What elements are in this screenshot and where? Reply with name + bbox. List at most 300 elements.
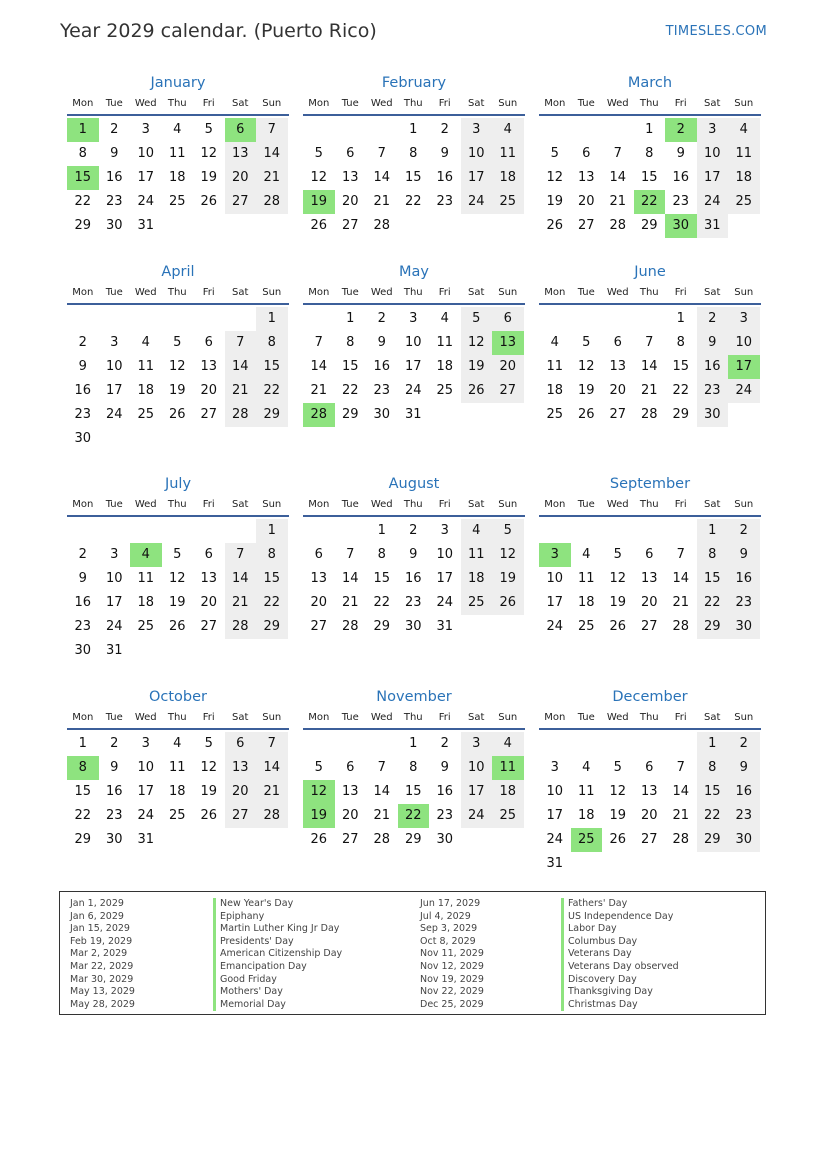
day-grid [67,307,289,451]
day-cell: 14 [310,359,328,374]
day-cell: 16 [436,784,454,799]
day-cell: 27 [310,619,328,634]
weekday-label: Sat [232,98,249,109]
day-cell: 30 [74,431,92,446]
day-cell: 10 [436,547,454,562]
day-cell: 31 [105,643,123,658]
day-cell: 18 [436,359,454,374]
day-cell: 23 [728,591,760,615]
day-grid [67,519,289,663]
day-cell: 28 [256,190,288,214]
day-cell: 2 [409,523,418,538]
day-cell: 29 [74,218,92,233]
day-cell: 14 [225,355,257,379]
day-cell: 18 [492,780,524,804]
weekday-label: Mon [308,499,330,510]
holiday-day-cell: 30 [665,214,697,238]
weekday-label: Sat [232,499,249,510]
weekday-label: Tue [341,98,359,109]
legend-entry: Labor Day [568,923,617,935]
legend-dates-col1 [70,898,135,1011]
weekday-label: Wed [134,499,157,510]
weekday-header [539,94,761,116]
day-cell: 16 [728,780,760,804]
holiday-day-cell: 2 [665,118,697,142]
day-cell: 5 [461,307,493,331]
weekday-label: Tue [105,499,123,510]
empty-cell [303,519,335,543]
day-cell: 1 [697,732,729,756]
day-grid [67,118,289,238]
day-cell: 17 [137,784,155,799]
day-cell: 8 [409,146,418,161]
day-cell: 24 [728,379,760,403]
day-cell: 22 [74,808,92,823]
day-cell: 21 [256,166,288,190]
day-cell: 19 [168,595,186,610]
day-cell: 1 [256,519,288,543]
holiday-day-cell: 19 [303,190,335,214]
day-cell: 24 [461,190,493,214]
day-cell: 23 [74,619,92,634]
day-cell: 2 [377,311,386,326]
weekday-label: Fri [674,499,687,510]
day-cell: 14 [256,756,288,780]
empty-cell [665,519,697,543]
weekday-label: Mon [72,712,94,723]
day-cell: 4 [173,122,182,137]
day-cell: 9 [676,146,685,161]
day-cell: 26 [546,218,564,233]
day-cell: 21 [225,379,257,403]
day-cell: 29 [74,832,92,847]
weekday-label: Sat [232,712,249,723]
day-cell: 9 [440,760,449,775]
day-cell: 31 [137,218,155,233]
day-cell: 27 [200,619,218,634]
day-cell: 10 [137,146,155,161]
day-cell: 29 [672,407,690,422]
weekday-label: Tue [577,287,595,298]
weekday-label: Sat [468,287,485,298]
day-cell: 7 [613,146,622,161]
day-cell: 4 [461,519,493,543]
weekday-header [67,283,289,305]
day-cell: 28 [609,218,627,233]
weekday-label: Sat [468,499,485,510]
legend-entry: Jun 17, 2029 [420,898,481,909]
month-name: November [376,689,452,705]
weekday-label: Wed [370,287,393,298]
empty-cell [634,519,666,543]
day-cell: 26 [310,218,328,233]
day-cell: 2 [440,122,449,137]
day-cell: 20 [341,808,359,823]
weekday-label: Wed [606,287,629,298]
day-cell: 14 [373,784,391,799]
empty-cell [303,732,335,756]
weekday-label: Mon [308,98,330,109]
empty-cell [99,307,131,331]
empty-cell [539,118,571,142]
holiday-day-cell: 25 [571,828,603,852]
day-cell: 29 [256,615,288,639]
legend-entry: Feb 19, 2029 [70,935,133,947]
day-cell: 11 [436,335,454,350]
weekday-label: Sat [468,712,485,723]
day-cell: 8 [78,146,87,161]
day-cell: 14 [225,567,257,591]
day-cell: 8 [697,543,729,567]
day-grid [539,118,761,238]
day-cell: 21 [373,194,391,209]
legend-entry: Oct 8, 2029 [420,935,476,947]
day-cell: 25 [728,190,760,214]
day-cell: 15 [640,170,658,185]
day-cell: 16 [105,784,123,799]
day-cell: 6 [645,760,654,775]
day-cell: 15 [672,359,690,374]
legend-dates-col2 [420,898,484,1011]
day-cell: 18 [461,567,493,591]
day-cell: 31 [137,832,155,847]
day-cell: 10 [728,331,760,355]
day-grid [539,732,761,876]
day-cell: 21 [640,383,658,398]
day-cell: 12 [461,331,493,355]
day-cell: 15 [341,359,359,374]
month-june [539,261,761,427]
day-cell: 15 [697,567,729,591]
day-cell: 1 [645,122,654,137]
weekday-label: Sat [704,499,721,510]
day-cell: 16 [74,383,92,398]
legend-entry: Mar 30, 2029 [70,973,134,985]
empty-cell [665,732,697,756]
weekday-label: Thu [639,499,659,510]
day-cell: 5 [613,547,622,562]
day-cell: 6 [346,760,355,775]
empty-cell [602,118,634,142]
day-cell: 11 [728,142,760,166]
weekday-label: Tue [105,712,123,723]
day-cell: 15 [256,567,288,591]
day-cell: 17 [137,170,155,185]
day-grid [303,118,525,238]
day-cell: 1 [256,307,288,331]
day-grid [539,519,761,639]
weekday-label: Thu [403,98,423,109]
weekday-label: Thu [403,712,423,723]
weekday-label: Tue [105,287,123,298]
legend-entry: Jan 1, 2029 [70,898,124,909]
day-cell: 24 [137,194,155,209]
day-cell: 1 [676,311,685,326]
day-cell: 20 [200,383,218,398]
day-cell: 22 [697,804,729,828]
day-cell: 13 [640,571,658,586]
weekday-label: Thu [167,98,187,109]
day-cell: 28 [672,619,690,634]
legend-entry: Emancipation Day [220,960,307,972]
day-cell: 28 [225,403,257,427]
day-cell: 1 [346,311,355,326]
day-cell: 17 [546,808,564,823]
day-cell: 18 [137,383,155,398]
day-cell: 24 [137,808,155,823]
day-cell: 12 [609,571,627,586]
day-cell: 27 [225,190,257,214]
page-title: Year 2029 calendar. (Puerto Rico) [60,20,377,42]
day-cell: 15 [74,784,92,799]
weekday-header [67,94,289,116]
day-cell: 7 [645,335,654,350]
legend-entry: Fathers' Day [568,898,628,909]
day-cell: 7 [377,146,386,161]
day-cell: 20 [640,808,658,823]
legend-entry: Christmas Day [568,998,638,1010]
day-cell: 5 [173,335,182,350]
day-cell: 9 [728,543,760,567]
day-cell: 2 [110,122,119,137]
legend-entry: Thanksgiving Day [568,986,653,998]
day-cell: 17 [105,595,123,610]
day-cell: 22 [697,591,729,615]
day-cell: 15 [256,355,288,379]
day-cell: 6 [645,547,654,562]
day-cell: 23 [672,194,690,209]
day-cell: 27 [640,619,658,634]
day-cell: 28 [373,832,391,847]
day-cell: 20 [609,383,627,398]
weekday-label: Sat [704,98,721,109]
weekday-label: Thu [403,499,423,510]
day-cell: 24 [697,190,729,214]
day-cell: 23 [105,808,123,823]
weekday-label: Sun [262,712,282,723]
day-cell: 3 [697,118,729,142]
day-cell: 19 [609,595,627,610]
weekday-label: Wed [370,499,393,510]
weekday-header [303,283,525,305]
day-cell: 24 [105,407,123,422]
day-cell: 18 [137,595,155,610]
empty-cell [225,307,257,331]
weekday-label: Mon [544,712,566,723]
day-cell: 9 [409,547,418,562]
day-cell: 22 [256,591,288,615]
legend-entry: Nov 12, 2029 [420,960,484,972]
empty-cell [225,519,257,543]
day-cell: 14 [373,170,391,185]
month-october [67,686,289,852]
day-cell: 30 [436,832,454,847]
day-cell: 6 [492,307,524,331]
day-cell: 6 [204,335,213,350]
day-cell: 19 [461,355,493,379]
weekday-label: Sun [262,98,282,109]
day-cell: 18 [577,808,595,823]
day-cell: 25 [461,591,493,615]
day-cell: 17 [461,780,493,804]
holiday-day-cell: 8 [67,756,99,780]
day-cell: 19 [200,784,218,799]
empty-cell [571,118,603,142]
day-cell: 30 [105,218,123,233]
empty-cell [335,519,367,543]
day-cell: 19 [609,808,627,823]
empty-cell [634,307,666,331]
day-cell: 18 [168,170,186,185]
day-cell: 11 [461,543,493,567]
empty-cell [303,118,335,142]
day-cell: 21 [609,194,627,209]
weekday-label: Mon [72,499,94,510]
legend-entry: Nov 19, 2029 [420,973,484,985]
day-cell: 11 [546,359,564,374]
day-cell: 18 [577,595,595,610]
day-cell: 10 [697,142,729,166]
day-cell: 6 [346,146,355,161]
day-cell: 13 [609,359,627,374]
day-cell: 5 [314,146,323,161]
day-cell: 11 [492,142,524,166]
day-cell: 28 [373,218,391,233]
day-cell: 13 [310,571,328,586]
day-cell: 12 [168,359,186,374]
day-cell: 24 [404,383,422,398]
day-cell: 10 [105,571,123,586]
day-cell: 5 [550,146,559,161]
day-cell: 21 [672,595,690,610]
empty-cell [162,307,194,331]
day-cell: 30 [404,619,422,634]
day-cell: 7 [346,547,355,562]
day-cell: 12 [200,760,218,775]
weekday-label: Fri [202,287,215,298]
day-cell: 17 [461,166,493,190]
day-cell: 30 [373,407,391,422]
holiday-day-cell: 3 [539,543,571,567]
month-name: April [161,264,195,280]
day-cell: 23 [373,383,391,398]
day-cell: 27 [577,218,595,233]
day-cell: 13 [577,170,595,185]
day-cell: 11 [168,760,186,775]
day-cell: 14 [672,784,690,799]
day-cell: 8 [256,331,288,355]
day-cell: 28 [256,804,288,828]
day-cell: 5 [613,760,622,775]
day-cell: 20 [200,595,218,610]
day-cell: 27 [609,407,627,422]
legend-names-col2 [561,898,679,1011]
weekday-label: Wed [134,98,157,109]
weekday-header [539,495,761,517]
day-cell: 14 [256,142,288,166]
day-cell: 13 [200,359,218,374]
day-cell: 3 [141,122,150,137]
weekday-label: Sun [262,499,282,510]
day-cell: 2 [78,547,87,562]
weekday-header [303,708,525,730]
weekday-label: Sun [498,287,518,298]
day-cell: 13 [200,571,218,586]
day-cell: 25 [168,194,186,209]
empty-cell [130,519,162,543]
day-cell: 21 [256,780,288,804]
day-grid [67,732,289,852]
weekday-label: Sun [734,712,754,723]
empty-cell [99,519,131,543]
weekday-label: Thu [167,712,187,723]
day-cell: 31 [697,214,729,238]
weekday-label: Sun [734,287,754,298]
weekday-label: Mon [308,287,330,298]
legend-entry: New Year's Day [220,898,294,909]
day-grid [303,307,525,427]
weekday-label: Thu [403,287,423,298]
day-cell: 10 [105,359,123,374]
day-cell: 7 [676,547,685,562]
weekday-label: Thu [167,287,187,298]
day-cell: 28 [225,615,257,639]
weekday-label: Thu [639,287,659,298]
weekday-label: Sun [498,712,518,723]
empty-cell [162,519,194,543]
day-cell: 11 [577,571,595,586]
day-cell: 27 [640,832,658,847]
day-cell: 24 [546,619,564,634]
holiday-day-cell: 17 [728,355,760,379]
day-cell: 25 [436,383,454,398]
day-cell: 29 [404,832,422,847]
day-cell: 13 [225,142,257,166]
day-cell: 9 [78,359,87,374]
day-cell: 2 [440,736,449,751]
empty-cell [602,307,634,331]
weekday-label: Fri [674,287,687,298]
weekday-label: Thu [639,712,659,723]
legend-entry: Veterans Day [568,948,632,960]
day-cell: 10 [461,142,493,166]
day-cell: 3 [461,732,493,756]
day-cell: 17 [697,166,729,190]
day-cell: 7 [225,543,257,567]
day-cell: 8 [697,756,729,780]
day-cell: 12 [200,146,218,161]
day-cell: 7 [225,331,257,355]
day-cell: 29 [256,403,288,427]
day-cell: 3 [141,736,150,751]
day-cell: 4 [173,736,182,751]
day-cell: 11 [168,146,186,161]
day-cell: 18 [728,166,760,190]
day-cell: 5 [314,760,323,775]
day-cell: 24 [105,619,123,634]
day-cell: 23 [728,804,760,828]
day-cell: 14 [672,571,690,586]
site-link[interactable]: TIMESLES.COM [665,24,767,39]
day-cell: 8 [346,335,355,350]
day-cell: 30 [105,832,123,847]
month-may [303,261,525,427]
weekday-label: Fri [438,287,451,298]
month-march [539,72,761,238]
legend-entry: Memorial Day [220,998,286,1010]
day-cell: 25 [492,804,524,828]
weekday-label: Wed [370,712,393,723]
